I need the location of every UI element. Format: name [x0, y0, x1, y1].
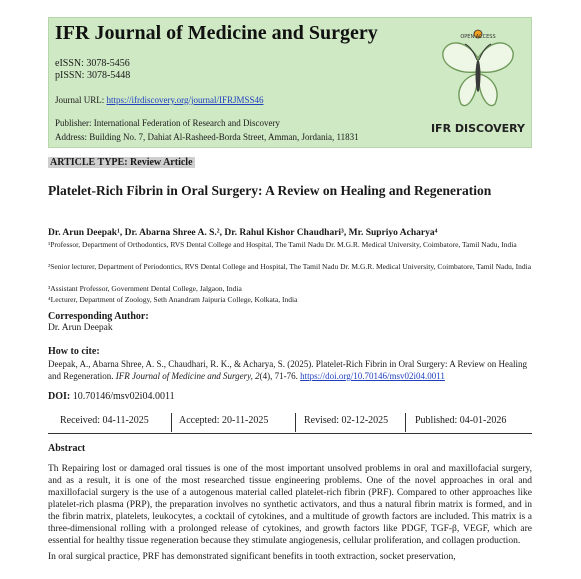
abstract-paragraph: Th Repairing lost or damaged oral tissues is one of the most important unsolved problems in oral and maxillofacial surgery, and as a result, it is one of the most researched tissue engineering problems. One of the novel approaches in oral and maxillofacial surgery is the use of a autogenous material called platelet-rich fibrin (PRF). Compared to other approaches like platelet-rich plasma (PRP), the preparation involves no synthetic activators, and thus a natural fibrin matrix is formed, and in the fibrin matrix, platelets, leukocytes, a cocktail of cytokines, and a multitude of growth factors are included. This matrix is a three-dimensional rolling with a prolonged release of cytokines, and growth factors like PDGF, TGF-β, VEGF, which are essential for healthy tissue regeneration because they stimulate angiogenesis, cellular proliferation, and collagen production.: [48, 464, 532, 546]
journal-url-label: Journal URL:: [55, 95, 107, 105]
abstract-heading: Abstract: [48, 443, 86, 454]
doi-value: 10.70146/msv02i04.0011: [70, 391, 175, 402]
journal-url-link[interactable]: https://ifrdiscovery.org/journal/IFRJMSS46: [106, 95, 264, 105]
citation-issue-pages: (4), 71-76.: [259, 371, 301, 381]
corresponding-author-heading: Corresponding Author:: [48, 311, 149, 322]
corresponding-author-name: Dr. Arun Deepak: [48, 323, 113, 333]
journal-url-line: [55, 95, 264, 105]
affiliation: ²Senior lecturer, Department of Periodontics, RVS Dental College and Hospital, The Tamil Nadu Dr. M.G.R. Medical University, Coimbatore, Tamil Nadu, India: [48, 262, 532, 271]
citation-body: Deepak, A., Abarna Shree, A. S., Chaudhari, R. K., & Acharya, S. (2025). Platelet-Rich Fibrin in Oral Surgery: A Review on Healing and Regeneration.: [48, 359, 528, 381]
affiliation: ¹Professor, Department of Orthodontics, RVS Dental College and Hospital, The Tamil Nadu Dr. M.G.R. Medical University, Coimbatore, Tamil Nadu, India: [48, 240, 517, 249]
date-divider: [171, 413, 172, 432]
abstract-body: [48, 463, 532, 563]
pissn: pISSN: 3078-5448: [55, 70, 131, 81]
accepted-date: Accepted: 20-11-2025: [179, 415, 269, 426]
affiliation: ³Assistant Professor, Government Dental College, Jalgaon, India: [48, 284, 242, 293]
journal-title: IFR Journal of Medicine and Surgery: [55, 22, 378, 44]
date-divider: [295, 413, 296, 432]
how-to-cite-heading: How to cite:: [48, 346, 100, 357]
published-date: Published: 04-01-2026: [415, 415, 507, 426]
address: Address: Building No. 7, Dahiat Al-Rasheed-Borda Street, Amman, Jordania, 11831: [55, 132, 359, 142]
paper-title: Platelet-Rich Fibrin in Oral Surgery: A Review on Healing and Regeneration: [48, 183, 492, 198]
citation-journal: IFR Journal of Medicine and Surgery,: [115, 371, 253, 381]
article-type: ARTICLE TYPE: Review Article: [50, 157, 193, 168]
eissn: eISSN: 3078-5456: [55, 58, 130, 69]
revised-date: Revised: 02-12-2025: [304, 415, 389, 426]
citation-doi-link[interactable]: https://doi.org/10.70146/msv02i04.0011: [300, 371, 445, 381]
affiliation: ⁴Lecturer, Department of Zoology, Seth Anandram Jaipuria College, Kolkata, India: [48, 295, 298, 304]
author-list: Dr. Arun Deepak¹, Dr. Abarna Shree A. S.², Dr. Rahul Kishor Chaudhari³, Mr. Supriyo Acharya⁴: [48, 228, 438, 238]
publisher: Publisher: International Federation of Research and Discovery: [55, 118, 280, 128]
ifr-discovery-logo: [425, 18, 531, 147]
citation-text: [48, 358, 532, 382]
received-date: Received: 04-11-2025: [60, 415, 149, 426]
doi-line: [48, 391, 175, 402]
doi-label: DOI:: [48, 391, 71, 402]
journal-header: [48, 17, 532, 148]
abstract-paragraph: In oral surgical practice, PRF has demonstrated significant benefits in tooth extraction, socket preservation,: [48, 552, 456, 562]
logo-text: IFR DISCOVERY: [430, 122, 526, 135]
citation-volume: 2: [252, 371, 260, 381]
date-divider: [405, 413, 406, 432]
dates-row: [48, 413, 532, 434]
open-access-label: OPEN ACCESS: [460, 34, 496, 40]
